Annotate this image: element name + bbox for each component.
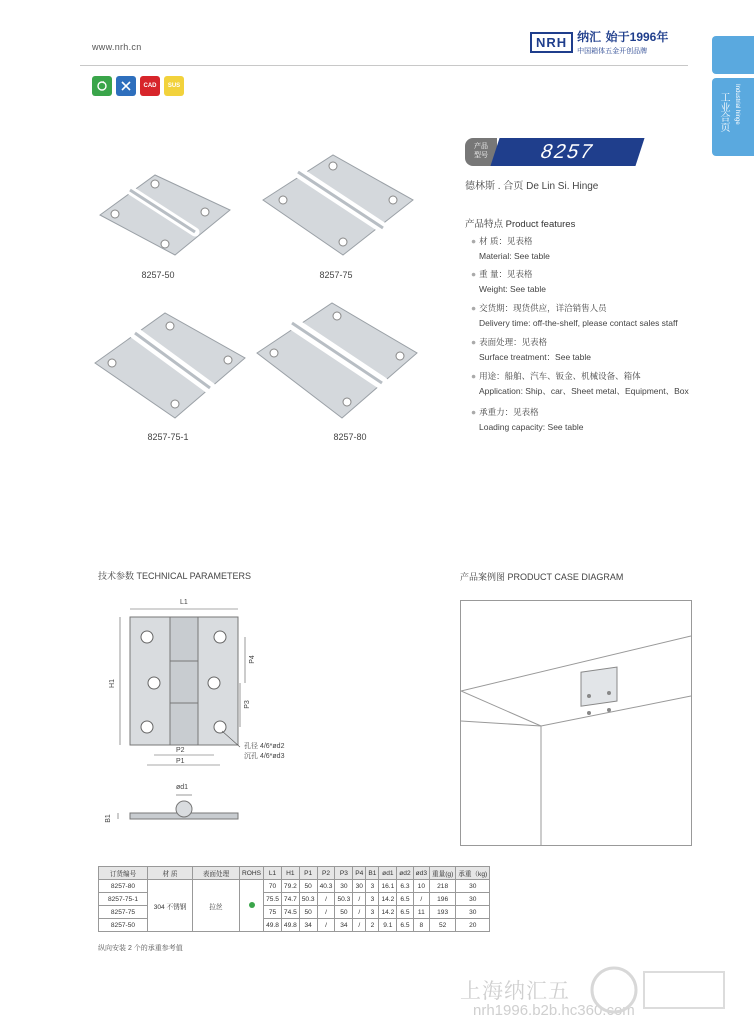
hinge-image-8257-75 [258,150,418,260]
bottom-url[interactable]: nrh1996.b2b.hc360.com [473,1002,635,1019]
side-tab-cn: 工业合页 [718,92,729,132]
features-title: 产品特点 Product features [465,219,576,230]
case-diagram-illustration [461,601,691,845]
product-label-8257-75-1: 8257-75-1 [147,432,189,442]
dim-P4: P4 [248,655,256,664]
dim-P1: P1 [176,758,185,765]
case-diagram-frame [460,600,692,846]
table-row: 8257-75 75 74.5 50 / 50 / 3 14.2 6.5 11 193 30 [99,906,490,919]
surface-cell: 拉丝 [193,880,240,932]
col-od2: ød2 [397,867,413,880]
sus-icon: SUS [164,76,184,96]
col-B1: B1 [366,867,379,880]
side-tab-industrial-hinge [712,78,754,156]
col-P2: P2 [317,867,335,880]
site-url[interactable]: www.nrh.cn [92,42,142,52]
spec-table [98,866,490,932]
col-material: 材 质 [148,867,193,880]
dim-B1: B1 [104,814,112,823]
logo-slogan: 始于1996年 [605,30,669,44]
col-order-no: 订货编号 [99,867,148,880]
rohs-compliant-dot [249,902,255,908]
technical-drawing [100,595,300,845]
feature-badges [92,76,184,96]
model-tag-line2: 型号 [474,152,488,159]
dim-P2: P2 [176,747,185,754]
feature-application: ● 用途：船舶、汽车、钣金、机械设备、箱体 Application: Ship、car、Sheet metal、Equipment、Box [471,371,689,396]
dim-P3: P3 [243,700,251,709]
hinge-image-8257-50 [95,170,235,260]
col-od3: ød3 [413,867,429,880]
col-P3: P3 [335,867,353,880]
product-label-8257-75: 8257-75 [319,270,353,280]
table-row: 8257-50 49.8 49.8 34 / 34 / 2 9.1 6.5 8 52 20 [99,919,490,932]
logo-mark: NRH [530,32,573,53]
logo-sub: 中国箱体五金开创品牌 [577,48,648,55]
col-capacity: 承重（kg) [456,867,490,880]
col-rohs: ROHS [240,867,264,880]
col-od1: ød1 [379,867,397,880]
table-header-row [99,867,490,880]
watermark-logo-icon [586,960,736,1020]
dim-L1: L1 [180,599,188,606]
dim-H1: H1 [108,679,116,688]
col-P4: P4 [353,867,366,880]
side-tab-en: Industrial hinge [734,84,740,125]
col-surface: 表面处理 [193,867,240,880]
product-label-8257-80: 8257-80 [333,432,367,442]
bottom-company-text: 上海纳汇五 [460,980,570,1003]
logo-name: 纳汇 [577,30,602,44]
model-number: 8257 [490,138,644,166]
side-tab-top [712,36,754,74]
dim-od1: ød1 [176,784,189,791]
feature-material: ● 材 质：见表格 Material: See table [471,236,550,261]
model-tag-line1: 产品 [474,143,488,150]
feature-delivery: ● 交货期：现货供应，详洽销售人员 Delivery time: off-the-shelf, please contact sales staff [471,303,678,328]
model-header [465,138,645,168]
case-diagram-title: 产品案例图 PRODUCT CASE DIAGRAM [460,572,624,582]
recycle-icon [92,76,112,96]
product-subtitle: 德林斯 . 合页 De Lin Si. Hinge [465,181,599,192]
tools-icon [116,76,136,96]
col-L1: L1 [264,867,282,880]
material-cell: 304 不锈钢 [148,880,193,932]
col-H1: H1 [281,867,299,880]
feature-surface: ● 表面处理：见表格 Surface treatment：See table [471,337,591,362]
hinge-image-8257-75-1 [90,308,250,423]
hole-diameter-note: 孔径 4/6*ød2 [244,743,285,750]
feature-weight: ● 重 量：见表格 Weight: See table [471,269,546,294]
tech-params-title: 技术参数 TECHNICAL PARAMETERS [98,571,252,581]
feature-capacity: ● 承重力：见表格 Loading capacity: See table [471,407,584,432]
brand-logo [530,28,668,56]
countersink-note: 沉孔 4/6*ød3 [244,753,285,760]
hinge-image-8257-80 [252,298,422,423]
rohs-cell [240,880,264,932]
table-footnote: 纵向安装 2 个的承重参考值 [98,945,183,952]
cad-icon: CAD [140,76,160,96]
header-divider [80,65,688,66]
col-P1: P1 [299,867,317,880]
table-row: 8257-75-1 75.5 74.7 50.3 / 50.3 / 3 14.2 6.5 / 196 30 [99,893,490,906]
col-weight: 重量(g) [430,867,456,880]
product-label-8257-50: 8257-50 [141,270,175,280]
table-row: 8257-80 304 不锈钢 拉丝 70 79.2 50 40.3 30 30 3 16.1 6.3 10 218 30 [99,880,490,893]
